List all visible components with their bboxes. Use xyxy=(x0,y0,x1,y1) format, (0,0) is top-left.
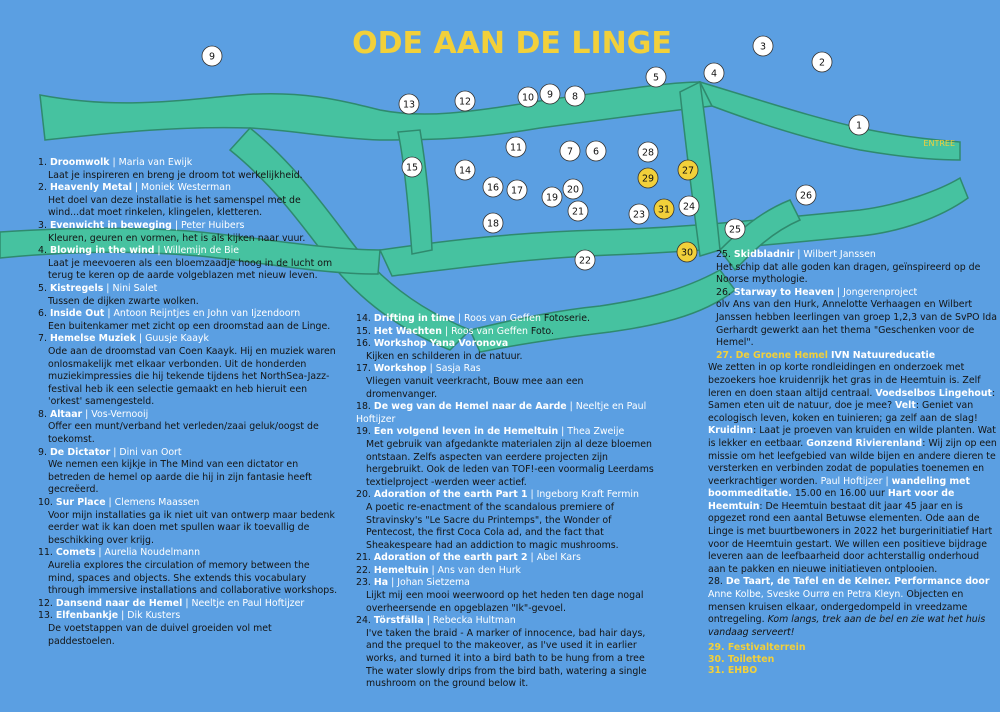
item-artist: Aurelia Noudelmann xyxy=(104,547,201,559)
item-description: Offer een munt/verband het verleden/zaai geluk/oogst de toekomst. xyxy=(48,421,319,446)
item-artist: Rebecka Hultman xyxy=(432,615,516,627)
map-marker-7 xyxy=(560,141,580,161)
program-item-header: 19. Een volgend leven in de Hemeltuin | Thea Zweije xyxy=(356,426,625,438)
item-artist: Willemijn de Bie xyxy=(163,245,239,257)
program-item xyxy=(356,338,656,363)
item-description: Voor mijn installaties ga ik niet uit van ontwerp maar bedenk eerder wat ik kan doen met spullen waar ik toevallig de beschikking over krijg. xyxy=(48,509,335,546)
map-marker-29 xyxy=(638,168,658,188)
item-title: Een volgend leven in de Hemeltuin xyxy=(373,426,559,438)
map-marker-9 xyxy=(540,84,560,104)
item-artist: Roos van Geffen xyxy=(464,313,541,324)
item-artist: Johan Sietzema xyxy=(397,577,470,589)
marker-number: 2 xyxy=(818,57,826,69)
map-marker-18 xyxy=(483,213,503,233)
program-item-header: 9. De Dictator | Dini van Oort xyxy=(38,446,182,458)
item-description: Aurelia explores the circulation of memory between the mind, spaces and objects. She extends this vocabulary through immersive installations and collaborative workshops. xyxy=(48,560,338,597)
program-item-header: 8. Altaar | Vos-Vernooij xyxy=(38,408,149,420)
item-number: 5. xyxy=(38,282,47,294)
program-item-header: 3. Evenwicht in beweging | Peter Huibers xyxy=(38,219,245,231)
map-marker-12 xyxy=(455,91,475,111)
item-number: 9. xyxy=(38,446,47,458)
program-item xyxy=(38,610,338,648)
program-item xyxy=(356,552,656,565)
map-marker-10 xyxy=(518,87,538,107)
item-artist: Ingeborg Kraft Fermin xyxy=(536,489,639,501)
item-artist: Maria van Ewijk xyxy=(118,157,193,168)
program-item xyxy=(356,426,656,489)
item-artist: Dini van Oort xyxy=(119,446,182,458)
entrance-label: ENTREE xyxy=(923,139,955,148)
program-item xyxy=(38,333,338,409)
marker-number: 25 xyxy=(728,224,742,236)
item-artist: Sasja Ras xyxy=(435,363,481,375)
marker-number: 9 xyxy=(546,89,554,101)
item-title: Hemeltuin xyxy=(373,564,429,576)
program-item-header xyxy=(356,338,656,351)
marker-number: 15 xyxy=(405,162,419,174)
item-number: 3. xyxy=(38,219,47,231)
program-item xyxy=(356,615,656,691)
map-marker-15 xyxy=(402,157,422,177)
program-item-header: 7. Hemelse Muziek | Guusje Kaayk xyxy=(38,333,209,345)
program-item-header: 6. Inside Out | Antoon Reijntjes en John van Ijzendoorn xyxy=(38,308,301,320)
item-description: Laat je meevoeren als een bloemzaadje hoog in de lucht om terug te keren op de aarde volgeblazen met nieuw leven. xyxy=(48,257,333,282)
item-27: 27. De Groene Hemel IVN Natuureducatie xyxy=(716,349,936,361)
marker-number: 28 xyxy=(641,147,655,159)
program-item-header: 18. De weg van de Hemel naar de Aarde | Neeltje en Paul Hoftijzer xyxy=(356,401,647,425)
map-marker-4 xyxy=(704,63,724,83)
program-item xyxy=(356,313,656,326)
item-title: Evenwicht in beweging xyxy=(49,219,172,231)
marker-number: 13 xyxy=(402,99,416,111)
map-marker-6 xyxy=(586,141,606,161)
item-description: A poetic re-enactment of the scandalous premiere of Stravinsky's "Le Sacre du Printemps", the Wonder of Pentecost, the first Coca Cola ad, and the fact that Sheakespeare had an addiction to magic mushrooms. xyxy=(366,501,619,551)
item-title: Inside Out xyxy=(49,308,105,320)
item-number: 4. xyxy=(38,245,47,257)
marker-number: 10 xyxy=(521,92,535,104)
item-title: Drifting in time xyxy=(373,313,455,324)
item-number: 15. xyxy=(356,325,371,337)
item-title: De Dictator xyxy=(49,446,111,458)
item-description: Tussen de dijken zwarte wolken. xyxy=(48,295,199,307)
program-column-1 xyxy=(38,157,338,648)
item-artist: Dik Kusters xyxy=(127,610,181,622)
item-title: Workshop xyxy=(373,363,427,375)
program-item-header: 1. Droomwolk | Maria van Ewijk xyxy=(38,157,193,168)
program-item xyxy=(356,577,656,615)
marker-number: 11 xyxy=(509,142,523,154)
item-number: 13. xyxy=(38,610,53,622)
program-item xyxy=(38,447,338,497)
item-number: 1. xyxy=(38,157,47,168)
program-item xyxy=(38,547,338,597)
program-item-header: 24. Törstfälla | Rebecka Hultman xyxy=(356,615,516,627)
item-artist: Thea Zweije xyxy=(567,426,625,438)
marker-number: 18 xyxy=(486,218,500,230)
item-25: 25. Skidbladnir | Wilbert Janssen xyxy=(716,249,876,260)
item-description: De voetstappen van de duivel groeiden vol met paddestoelen. xyxy=(48,622,272,647)
legend-toiletten: 30. Toiletten xyxy=(708,653,775,665)
path-center-link xyxy=(398,130,432,254)
legend-ehbo: 31. EHBO xyxy=(708,665,758,677)
item-28: 28. De Taart, de Tafel en de Kelner. Performance door Anne Kolbe, Sveske Ourrø en Petra Kleyn. Objecten en mensen kruisen elkaar, ondergedompeld in vreedzame ontregeling. Kom langs, trek aan de bel en zie wat het huis vandaag serveert! xyxy=(708,576,990,638)
map-marker-17 xyxy=(507,180,527,200)
program-column-2 xyxy=(356,313,656,691)
map-marker-19 xyxy=(542,187,562,207)
item-title: Workshop Yana Voronova xyxy=(373,338,509,350)
map-marker-21 xyxy=(568,201,588,221)
item-artist: Neeltje en Paul Hoftijzer xyxy=(191,597,305,609)
program-item-header: 22. Hemeltuin | Ans van den Hurk xyxy=(356,564,521,576)
item-title: Comets xyxy=(55,547,96,559)
marker-number: 14 xyxy=(458,165,472,177)
map-marker-16 xyxy=(483,177,503,197)
program-item-header: 4. Blowing in the wind | Willemijn de Bie xyxy=(38,245,239,257)
marker-number: 30 xyxy=(680,247,694,259)
item-number: 21. xyxy=(356,552,371,564)
item-artist: Ans van den Hurk xyxy=(437,564,521,576)
item-description: Vliegen vanuit veerkracht, Bouw mee aan een dromenvanger. xyxy=(366,375,584,400)
marker-number: 22 xyxy=(578,255,592,267)
map-marker-20 xyxy=(563,179,583,199)
program-item-header: 14. Drifting in time | Roos van Geffen Fotoserie. xyxy=(356,313,590,324)
marker-number: 23 xyxy=(632,209,646,221)
map-marker-25 xyxy=(725,219,745,239)
marker-number: 9 xyxy=(208,51,216,63)
item-description: I've taken the braid - A marker of innocence, bad hair days, and the prequel to the makeover, as I've used it in earlier works, and turned it into a bird bath to be hung from a tree The water slowly drips from the bird bath, watering a single mushroom on the ground below it. xyxy=(366,627,647,690)
program-item xyxy=(38,497,338,547)
item-number: 6. xyxy=(38,308,47,320)
program-item xyxy=(38,245,338,283)
item-number: 8. xyxy=(38,408,47,420)
marker-number: 5 xyxy=(652,72,660,84)
item-title: Altaar xyxy=(49,408,83,420)
program-item-header: 10. Sur Place | Clemens Maassen xyxy=(38,497,200,509)
item-extra: Fotoserie. xyxy=(543,313,590,324)
marker-number: 8 xyxy=(571,91,579,103)
marker-number: 3 xyxy=(759,41,767,53)
legend xyxy=(708,642,998,677)
item-description: Lijkt mij een mooi weerwoord op het heden ten dage nogal overheersende en opgeblazen "Ik"-gevoel. xyxy=(366,590,644,614)
item-title: Adoration of the earth part 2 xyxy=(373,552,528,564)
item-27-body: We zetten in op korte rondleidingen en onderzoek met bezoekers hoe kruidenrijk het gras in de Heemtuin is. Zelf leren en doen staan altijd centraal. Voedselbos Lingehout: Samen eten uit de natuur, doe je mee? Velt: Geniet van ecologisch leven, koken en tuinieren; ga zelf aan de slag! Kruidinn: Laat je proeven van kruiden en wilde planten. Wat is lekker en eetbaar. Gonzend Rivierenland: Wij zijn op een missie om het leefgebied van wilde bijen en andere dieren te versterken en verbinden zodat de populaties toenemen en veerkrachtiger worden. Paul Hoftijzer | wandeling met boommeditatie. 15.00 en 16.00 uur Hart voor de Heemtuin: De Heemtuin bestaat dit jaar 45 jaar en is opgezet rond een aantal Betuwse elementen. Ode aan de Linge is met buurtbewoners in 2022 het burgerinitiatief Hart voor de Heemtuin gestart. We willen een positieve bijdrage leveren aan de leefbaarheid door achterstallig onderhoud aan te pakken en nieuwe initiatieven ontplooien. xyxy=(708,362,997,575)
item-description: Met gebruik van afgedankte materialen zijn al deze bloemen ontstaan. Zelfs aspecten van eerdere projecten zijn hergebruikt. Ook de leden van TOF!-een voormalig Leerdams textielproject -werden weer actief. xyxy=(366,438,654,488)
map-marker-24 xyxy=(679,196,699,216)
program-item xyxy=(356,326,656,339)
program-item-header: 11. Comets | Aurelia Noudelmann xyxy=(38,547,201,559)
map-marker-13 xyxy=(399,94,419,114)
program-item-header: 23. Ha | Johan Sietzema xyxy=(356,577,470,589)
item-number: 17. xyxy=(356,363,371,375)
marker-number: 21 xyxy=(571,206,585,218)
marker-number: 7 xyxy=(566,146,574,158)
program-item-header: 21. Adoration of the earth part 2 | Abel Kars xyxy=(356,552,581,564)
map-marker-11 xyxy=(506,137,526,157)
item-number: 18. xyxy=(356,401,371,413)
item-title: Törstfälla xyxy=(373,615,424,627)
item-number: 12. xyxy=(38,597,53,609)
item-title: Heavenly Metal xyxy=(49,182,132,194)
marker-number: 27 xyxy=(681,165,695,177)
item-description: Een buitenkamer met zicht op een droomstad aan de Linge. xyxy=(48,320,331,332)
program-item xyxy=(356,565,656,578)
map-marker-27 xyxy=(678,160,698,180)
item-artist: Antoon Reijntjes en John van Ijzendoorn xyxy=(113,308,301,320)
item-number: 23. xyxy=(356,577,371,589)
program-item xyxy=(356,363,656,401)
program-item xyxy=(38,220,338,245)
item-title: Blowing in the wind xyxy=(49,245,155,257)
item-extra: Foto. xyxy=(530,325,554,337)
item-artist: Roos van Geffen xyxy=(451,325,528,337)
item-number: 10. xyxy=(38,497,53,509)
item-number: 22. xyxy=(356,564,371,576)
item-artist: Abel Kars xyxy=(536,552,581,564)
item-title: Droomwolk xyxy=(49,157,110,168)
map-marker-28 xyxy=(638,142,658,162)
map-marker-5 xyxy=(646,67,666,87)
item-description: We nemen een kijkje in The Mind van een dictator en betreden de hemel op aarde die hij in zijn fantasie heeft gecreëerd. xyxy=(48,459,312,496)
legend-festivalterrein: 29. Festivalterrein xyxy=(708,642,806,654)
map-marker-31 xyxy=(654,199,674,219)
marker-number: 19 xyxy=(545,192,559,204)
item-25-body: Het schip dat alle goden kan dragen, geïnspireerd op de Noorse mythologie. xyxy=(716,261,981,286)
item-description: Ode aan de droomstad van Coen Kaayk. Hij en muziek waren onlosmakelijk met elkaar verbonden. Uit de honderden muziekimpressies die hij tekende tijdens het NorthSea-Jazz-festival heb ik een selectie gemaakt en heb hieruit een 'orkest' samengesteld. xyxy=(48,345,336,408)
program-item xyxy=(356,401,656,426)
program-item xyxy=(38,283,338,308)
item-number: 24. xyxy=(356,615,371,627)
map-marker-22 xyxy=(575,250,595,270)
item-title: Dansend naar de Hemel xyxy=(55,597,183,609)
program-item xyxy=(38,308,338,333)
item-title: Het Wachten xyxy=(373,325,442,337)
program-item-header: 17. Workshop | Sasja Ras xyxy=(356,363,481,375)
item-title: Adoration of the earth Part 1 xyxy=(373,489,528,501)
item-artist: Neeltje en Paul Hoftijzer xyxy=(356,401,647,425)
item-number: 20. xyxy=(356,489,371,501)
map-title: ODE AAN DE LINGE xyxy=(352,26,672,61)
item-artist: Clemens Maassen xyxy=(114,497,200,509)
map-marker-14 xyxy=(455,160,475,180)
item-artist: Peter Huibers xyxy=(181,219,245,231)
marker-number: 24 xyxy=(682,201,696,213)
item-description: Kijken en schilderen in de natuur. xyxy=(366,350,523,362)
marker-number: 17 xyxy=(510,185,524,197)
item-title: Kistregels xyxy=(49,282,104,294)
map-marker-2 xyxy=(812,52,832,72)
item-artist: Moniek Westerman xyxy=(141,182,231,194)
marker-number: 20 xyxy=(566,184,580,196)
map-marker-30 xyxy=(677,242,697,262)
item-number: 14. xyxy=(356,313,371,324)
item-number: 16. xyxy=(356,338,371,350)
map-marker-9 xyxy=(202,46,222,66)
program-column-3 xyxy=(708,249,998,677)
marker-number: 26 xyxy=(799,190,813,202)
item-description: Kleuren, geuren en vormen, het is als kijken naar vuur. xyxy=(48,232,306,244)
map-marker-3 xyxy=(753,36,773,56)
marker-number: 31 xyxy=(657,204,671,216)
program-item xyxy=(38,157,338,182)
program-item xyxy=(38,598,338,611)
item-title: De weg van de Hemel naar de Aarde xyxy=(373,401,567,413)
program-item-header: 12. Dansend naar de Hemel | Neeltje en Paul Hoftijzer xyxy=(38,597,305,609)
program-item-header: 15. Het Wachten | Roos van Geffen Foto. xyxy=(356,325,554,337)
marker-number: 4 xyxy=(710,68,718,80)
program-item xyxy=(38,182,338,220)
item-description: Laat je inspireren en breng je droom tot werkelijkheid. xyxy=(48,169,303,181)
marker-number: 29 xyxy=(641,173,655,185)
item-26-body: olv Ans van den Hurk, Annelotte Verhaagen en Wilbert Janssen hebben leerlingen van groep 1,2,3 van de SvPO Ida Gerhardt gewerkt aan het thema "Geschenken voor de Hemel". xyxy=(716,299,997,349)
item-artist: Vos-Vernooij xyxy=(91,408,149,420)
item-title: Hemelse Muziek xyxy=(49,333,136,345)
path-right-top xyxy=(700,82,960,160)
program-item xyxy=(356,489,656,552)
item-title: Sur Place xyxy=(55,497,106,509)
item-title: Ha xyxy=(373,577,389,589)
item-number: 19. xyxy=(356,426,371,438)
marker-number: 1 xyxy=(855,120,863,132)
item-26: 26. Starway to Heaven | Jongerenproject xyxy=(716,286,918,298)
map-marker-8 xyxy=(565,86,585,106)
map-marker-23 xyxy=(629,204,649,224)
item-title: Elfenbankje xyxy=(55,610,119,622)
marker-number: 16 xyxy=(486,182,500,194)
program-item xyxy=(38,409,338,447)
marker-number: 6 xyxy=(592,146,600,158)
program-item-header: 13. Elfenbankje | Dik Kusters xyxy=(38,610,181,622)
item-number: 2. xyxy=(38,182,47,194)
program-item-header: 5. Kistregels | Nini Salet xyxy=(38,282,158,294)
item-number: 7. xyxy=(38,333,47,345)
item-description: Het doel van deze installatie is het samenspel met de wind...dat moet rinkelen, klingelen, kletteren. xyxy=(48,194,301,219)
map-marker-26 xyxy=(796,185,816,205)
item-artist: Nini Salet xyxy=(112,282,158,294)
path-top-band xyxy=(40,82,712,140)
item-number: 11. xyxy=(38,547,53,559)
item-artist: Guusje Kaayk xyxy=(145,333,209,345)
program-item-header: 2. Heavenly Metal | Moniek Westerman xyxy=(38,182,231,194)
map-marker-1 xyxy=(849,115,869,135)
program-item-header: 20. Adoration of the earth Part 1 | Ingeborg Kraft Fermin xyxy=(356,489,639,501)
marker-number: 12 xyxy=(458,96,472,108)
